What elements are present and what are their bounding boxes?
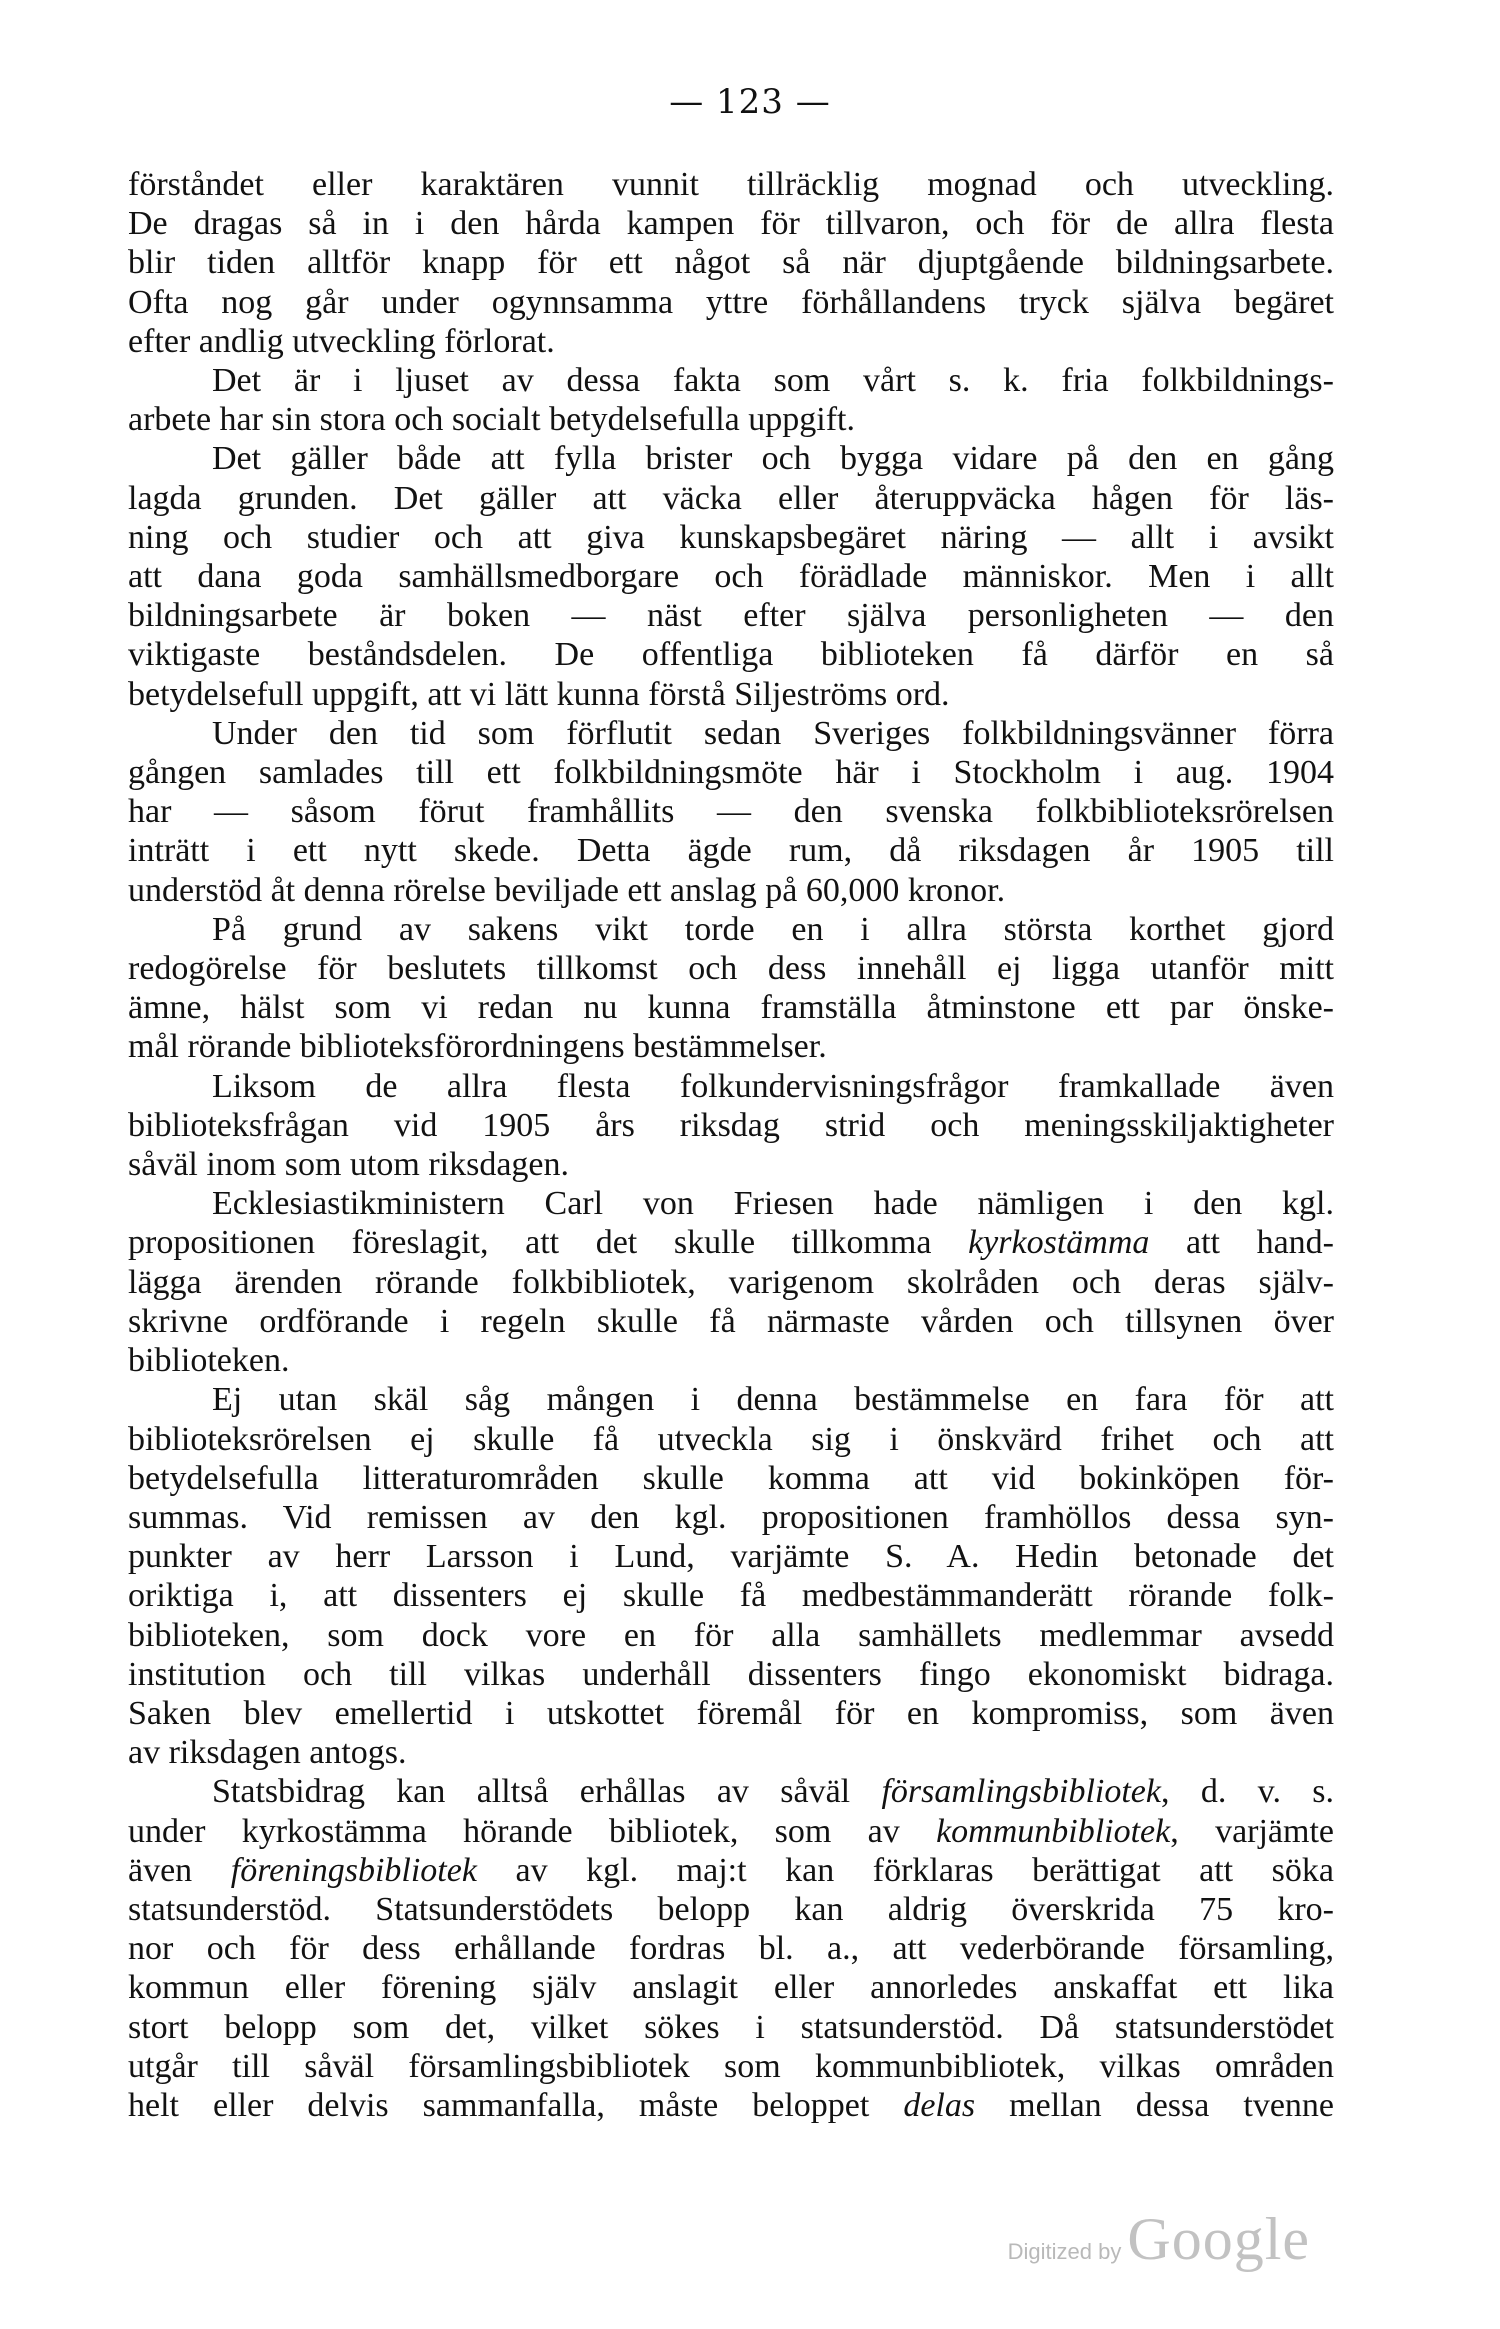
text-line: efter andlig utveckling förlorat.	[128, 322, 555, 360]
text-line: statsunderstöd. Statsunderstödets belopp kan aldrig överskrida 75 kro-	[128, 1890, 1334, 1928]
text-line: ämne, hälst som vi redan nu kunna framställa åtminstone ett par önske-	[128, 989, 1334, 1027]
text-line: biblioteken, som dock vore en för alla samhällets medlemmar avsedd	[128, 1616, 1334, 1654]
text-line: Ej utan skäl såg mången i denna bestämmelse en fara för att	[212, 1381, 1334, 1419]
text-line: att dana goda samhällsmedborgare och förädlade människor. Men i allt	[128, 558, 1334, 596]
text-line: lägga ärenden rörande folkbibliotek, varigenom skolråden och deras själv-	[128, 1263, 1334, 1301]
watermark-prefix: Digitized by	[1007, 2239, 1122, 2264]
text-line: propositionen föreslagit, att det skulle tillkomma kyrkostämma att hand-	[128, 1224, 1334, 1262]
text-line: lagda grunden. Det gäller att väcka eller återuppväcka hågen för läs-	[128, 479, 1334, 517]
text-line: På grund av sakens vikt torde en i allra största korthet gjord	[212, 910, 1334, 948]
text-line: ning och studier och att giva kunskapsbegäret näring — allt i avsikt	[128, 518, 1334, 556]
text-line: kommun eller förening själv anslagit eller annorledes anskaffat ett lika	[128, 1969, 1334, 2007]
text-line: arbete har sin stora och socialt betydelsefulla uppgift.	[128, 401, 855, 439]
text-line: under kyrkostämma hörande bibliotek, som av kommunbibliotek, varjämte	[128, 1812, 1335, 1850]
text-line: bildningsarbete är boken — näst efter själva personligheten — den	[128, 597, 1334, 635]
text-line: utgår till såväl församlingsbibliotek som kommunbibliotek, vilkas områden	[128, 2047, 1334, 2085]
text-line: biblioteken.	[128, 1342, 290, 1380]
text-line: Statsbidrag kan alltså erhållas av såväl församlingsbibliotek, d. v. s.	[212, 1773, 1334, 1811]
text-line: gången samlades till ett folkbildningsmöte här i Stockholm i aug. 1904	[128, 754, 1334, 792]
text-line: skrivne ordförande i regeln skulle få närmaste vården och tillsynen över	[128, 1302, 1334, 1340]
body-text	[128, 165, 1334, 2125]
page-number: — 123 —	[669, 82, 831, 122]
text-line: mål rörande biblioteksförordningens bestämmelser.	[128, 1028, 827, 1066]
text-line: blir tiden alltför knapp för ett något så när djuptgående bildningsarbete.	[128, 244, 1334, 282]
text-line: Under den tid som förflutit sedan Sveriges folkbildningsvänner förra	[212, 714, 1334, 752]
text-line: Saken blev emellertid i utskottet föremål för en kompromiss, som även	[128, 1694, 1334, 1732]
text-line: inträtt i ett nytt skede. Detta ägde rum, då riksdagen år 1905 till	[128, 832, 1334, 870]
text-line: biblioteksrörelsen ej skulle få utveckla sig i önskvärd frihet och att	[128, 1420, 1334, 1458]
text-line: stort belopp som det, vilket sökes i statsunderstöd. Då statsunderstödet	[128, 2008, 1334, 2046]
text-line: har — såsom förut framhållits — den svenska folkbiblioteksrörelsen	[128, 793, 1334, 831]
text-line: Det gäller både att fylla brister och bygga vidare på den en gång	[212, 440, 1334, 478]
text-line: biblioteksfrågan vid 1905 års riksdag strid och meningsskiljaktigheter	[128, 1106, 1334, 1144]
text-line: summas. Vid remissen av den kgl. propositionen framhöllos dessa syn-	[128, 1498, 1334, 1536]
watermark-brand: Google	[1127, 2206, 1310, 2272]
text-line: betydelsefull uppgift, att vi lätt kunna förstå Siljeströms ord.	[128, 675, 950, 713]
text-line: Liksom de allra flesta folkundervisningsfrågor framkallade även	[212, 1067, 1334, 1105]
text-line: understöd åt denna rörelse beviljade ett anslag på 60,000 kronor.	[128, 871, 1006, 909]
digitized-by-google-watermark	[1008, 2205, 1310, 2274]
text-line: nor och för dess erhållande fordras bl. a., att vederbörande församling,	[128, 1930, 1334, 1968]
text-line: oriktiga i, att dissenters ej skulle få medbestämmanderätt rörande folk-	[128, 1577, 1334, 1615]
text-line: av riksdagen antogs.	[128, 1734, 407, 1772]
text-line: förståndet eller karaktären vunnit tillräcklig mognad och utveckling.	[128, 166, 1334, 203]
text-line: Det är i ljuset av dessa fakta som vårt s. k. fria folkbildnings-	[212, 362, 1334, 400]
text-line: De dragas så in i den hårda kampen för tillvaron, och för de allra flesta	[128, 205, 1334, 243]
text-line: institution och till vilkas underhåll dissenters fingo ekonomiskt bidraga.	[128, 1655, 1334, 1693]
text-line: Ofta nog går under ogynnsamma yttre förhållandens tryck själva begäret	[128, 283, 1334, 321]
text-line: redogörelse för beslutets tillkomst och dess innehåll ej ligga utanför mitt	[128, 950, 1334, 988]
text-line: betydelsefulla litteraturområden skulle komma att vid bokinköpen för-	[128, 1459, 1334, 1497]
text-line: helt eller delvis sammanfalla, måste beloppet delas mellan dessa tvenne	[128, 2086, 1334, 2124]
text-line: punkter av herr Larsson i Lund, varjämte S. A. Hedin betonade det	[128, 1538, 1334, 1576]
text-line: viktigaste beståndsdelen. De offentliga biblioteken få därför en så	[128, 636, 1334, 674]
text-line: såväl inom som utom riksdagen.	[128, 1146, 570, 1184]
text-line: även föreningsbibliotek av kgl. maj:t kan förklaras berättigat att söka	[128, 1851, 1335, 1889]
text-line: Ecklesiastikministern Carl von Friesen hade nämligen i den kgl.	[212, 1185, 1334, 1223]
